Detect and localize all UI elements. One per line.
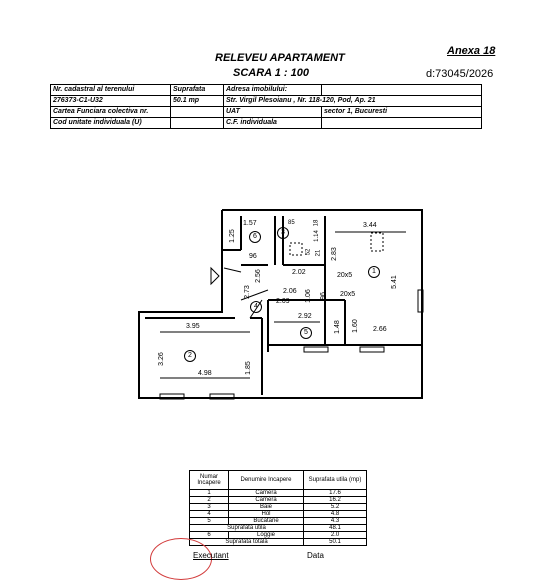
rooms-cell: 2: [190, 497, 229, 504]
door: [224, 268, 241, 272]
date-label: Data: [307, 551, 324, 560]
rooms-subtotal-label: Suprafata utila: [190, 525, 304, 532]
dim-label: 1.48: [333, 320, 341, 334]
dim-label: 4.98: [198, 370, 212, 377]
dim-label: 2.56: [254, 269, 262, 283]
dim-label: 1.60: [351, 319, 359, 333]
info-cell: Adresa imobilului:: [224, 85, 322, 96]
rooms-cell: 4: [190, 511, 229, 518]
entrance-arrow: [211, 268, 219, 284]
document-scale: SCARA 1 : 100: [233, 67, 310, 79]
rooms-total-value: 50.1: [304, 539, 367, 546]
room-number: 6: [249, 231, 261, 243]
annex-label: Anexa 18: [447, 45, 496, 57]
info-cell: C.F. individuala: [224, 118, 322, 129]
dim-label: 18: [313, 219, 320, 227]
dim-label: 2.83: [330, 247, 338, 261]
rooms-table: [189, 470, 367, 546]
rooms-cell: Camera: [229, 497, 304, 504]
rooms-subtotal-value: 48.1: [304, 525, 367, 532]
dim-label: 96: [249, 253, 257, 260]
dim-label: 1.25: [228, 229, 236, 243]
room-number: 1: [368, 266, 380, 278]
rooms-header-cell: Numar Incapere: [190, 471, 229, 490]
dim-label: 2.73: [243, 285, 251, 299]
info-cell: UAT: [224, 107, 322, 118]
dim-label: 20x5: [337, 272, 353, 279]
rooms-cell: 6: [190, 532, 229, 539]
dim-label: 21: [315, 249, 322, 257]
rooms-cell: Baie: [229, 504, 304, 511]
dim-label: 3.26: [157, 352, 165, 366]
rooms-cell: 2.0: [304, 532, 367, 539]
executant-label: Executant: [193, 551, 229, 560]
dim-label: 20x5: [340, 291, 356, 298]
window: [304, 347, 328, 352]
dim-label: 52: [305, 248, 312, 256]
dim-label: 96: [319, 292, 327, 300]
rooms-cell: 3: [190, 504, 229, 511]
info-cell: Nr. cadastral al terenului: [51, 85, 171, 96]
rooms-cell: 17.6: [304, 490, 367, 497]
rooms-total-label: Suprafata totala: [190, 539, 304, 546]
rooms-cell: 1: [190, 490, 229, 497]
room-number: 2: [184, 350, 196, 362]
document-title: RELEVEU APARTAMENT: [215, 52, 345, 64]
dim-label: 2.06: [283, 288, 297, 295]
rooms-cell: Hol: [229, 511, 304, 518]
dim-label: 3.95: [186, 323, 200, 330]
shower-mark: [371, 233, 383, 251]
rooms-cell: Loggie: [229, 532, 304, 539]
rooms-cell: 5: [190, 518, 229, 525]
dim-label: 2.09: [276, 298, 290, 305]
room-number: 5: [300, 327, 312, 339]
info-cell: Str. Virgil Plesoianu , Nr. 118-120, Pod, Ap. 21: [224, 96, 482, 107]
rooms-header-cell: Denumire Incapere: [229, 471, 304, 490]
rooms-cell: 4.8: [304, 511, 367, 518]
document-number: d:73045/2026: [426, 68, 494, 80]
info-cell: sector 1, Bucuresti: [322, 107, 482, 118]
dim-label: 2.92: [298, 313, 312, 320]
rooms-cell: 16.2: [304, 497, 367, 504]
window: [360, 347, 384, 352]
rooms-cell: Bucatarie: [229, 518, 304, 525]
rooms-header-cell: Suprafata utila (mp): [304, 471, 367, 490]
dim-label: 85: [288, 220, 295, 226]
dim-label: 2.66: [373, 326, 387, 333]
dim-label: 3.44: [363, 222, 377, 229]
rooms-cell: 4.3: [304, 518, 367, 525]
room-number: 3: [277, 227, 289, 239]
info-cell: 276373-C1-U32: [51, 96, 171, 107]
dim-label: 1.85: [244, 361, 252, 375]
info-cell: Cod unitate individuala (U): [51, 118, 171, 129]
dim-label: 1.06: [304, 289, 312, 303]
rooms-cell: Camera: [229, 490, 304, 497]
dim-label: 1.57: [243, 220, 257, 227]
info-cell: Cartea Funciara colectiva nr.: [51, 107, 171, 118]
dim-label: 2.02: [292, 269, 306, 276]
dim-label: 1.14: [313, 230, 320, 242]
shower-mark: [290, 243, 302, 255]
info-cell: Suprafata: [171, 85, 224, 96]
room-number: 4: [250, 301, 262, 313]
info-cell: 50.1 mp: [171, 96, 224, 107]
rooms-cell: 5.2: [304, 504, 367, 511]
dim-label: 5.41: [390, 275, 398, 289]
